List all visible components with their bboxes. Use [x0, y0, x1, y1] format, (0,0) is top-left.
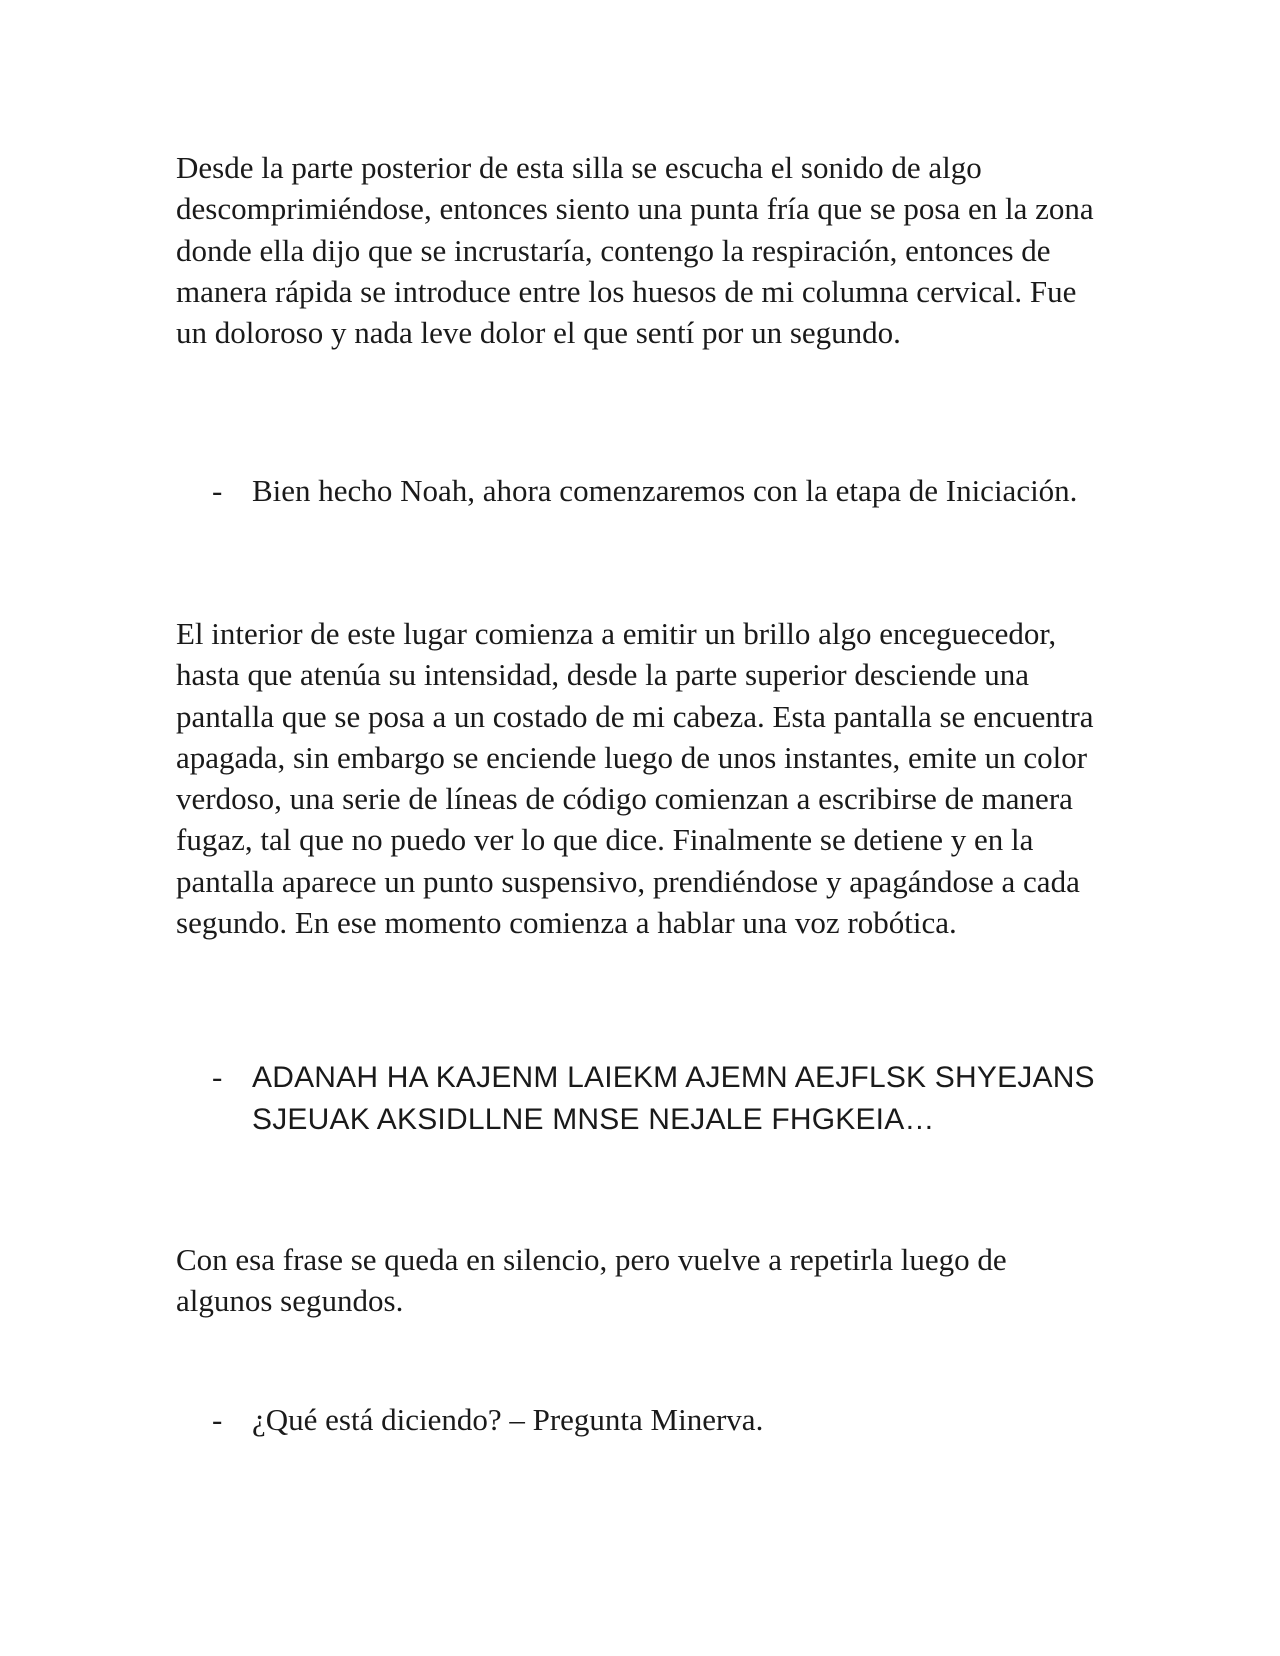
paragraph: Desde la parte posterior de esta silla se escucha el sonido de algo descomprimiéndose, entonces siento una punta fría que se posa en la zona donde ella dijo que se incrustaría, contengo la respiración, entonces de manera rápida se introduce entre los huesos de mi columna cervical. Fue un doloroso y nada leve dolor el que sentí por un segundo.	[176, 150, 1094, 351]
paragraph: El interior de este lugar comienza a emitir un brillo algo enceguecedor, hasta que atenúa su intensidad, desde la parte superior desciende una pantalla que se posa a un costado de mi cabeza. Esta pantalla se encuentra apagada, sin embargo se enciende luego de unos instantes, emite un color verdoso, una serie de líneas de código comienzan a escribirse de manera fugaz, tal que no puedo ver lo que dice. Finalmente se detiene y en la pantalla aparece un punto suspensivo, prendiéndose y apagándose a cada segundo. En ese momento comienza a hablar una voz robótica.	[176, 616, 1094, 941]
paragraph: Con esa frase se queda en silencio, pero vuelve a repetirla luego de algunos segundos.	[176, 1242, 1007, 1319]
dialogue-text: ¿Qué está diciendo? – Pregunta Minerva.	[252, 1402, 764, 1437]
dialogue-dash: -	[212, 1059, 223, 1094]
dialogue-line	[176, 1056, 1106, 1141]
dialogue-dash: -	[212, 1402, 223, 1437]
dialogue-line	[176, 1399, 1106, 1440]
dialogue-line	[176, 470, 1106, 511]
dialogue-text: ADANAH HA KAJENM LAIEKM AJEMN AEJFLSK SHYEJANS SJEUAK AKSIDLLNE MNSE NEJALE FHGKEIA…	[252, 1061, 1095, 1137]
dialogue-text: Bien hecho Noah, ahora comenzaremos con la etapa de Iniciación.	[252, 473, 1078, 508]
dialogue-dash: -	[212, 473, 223, 508]
